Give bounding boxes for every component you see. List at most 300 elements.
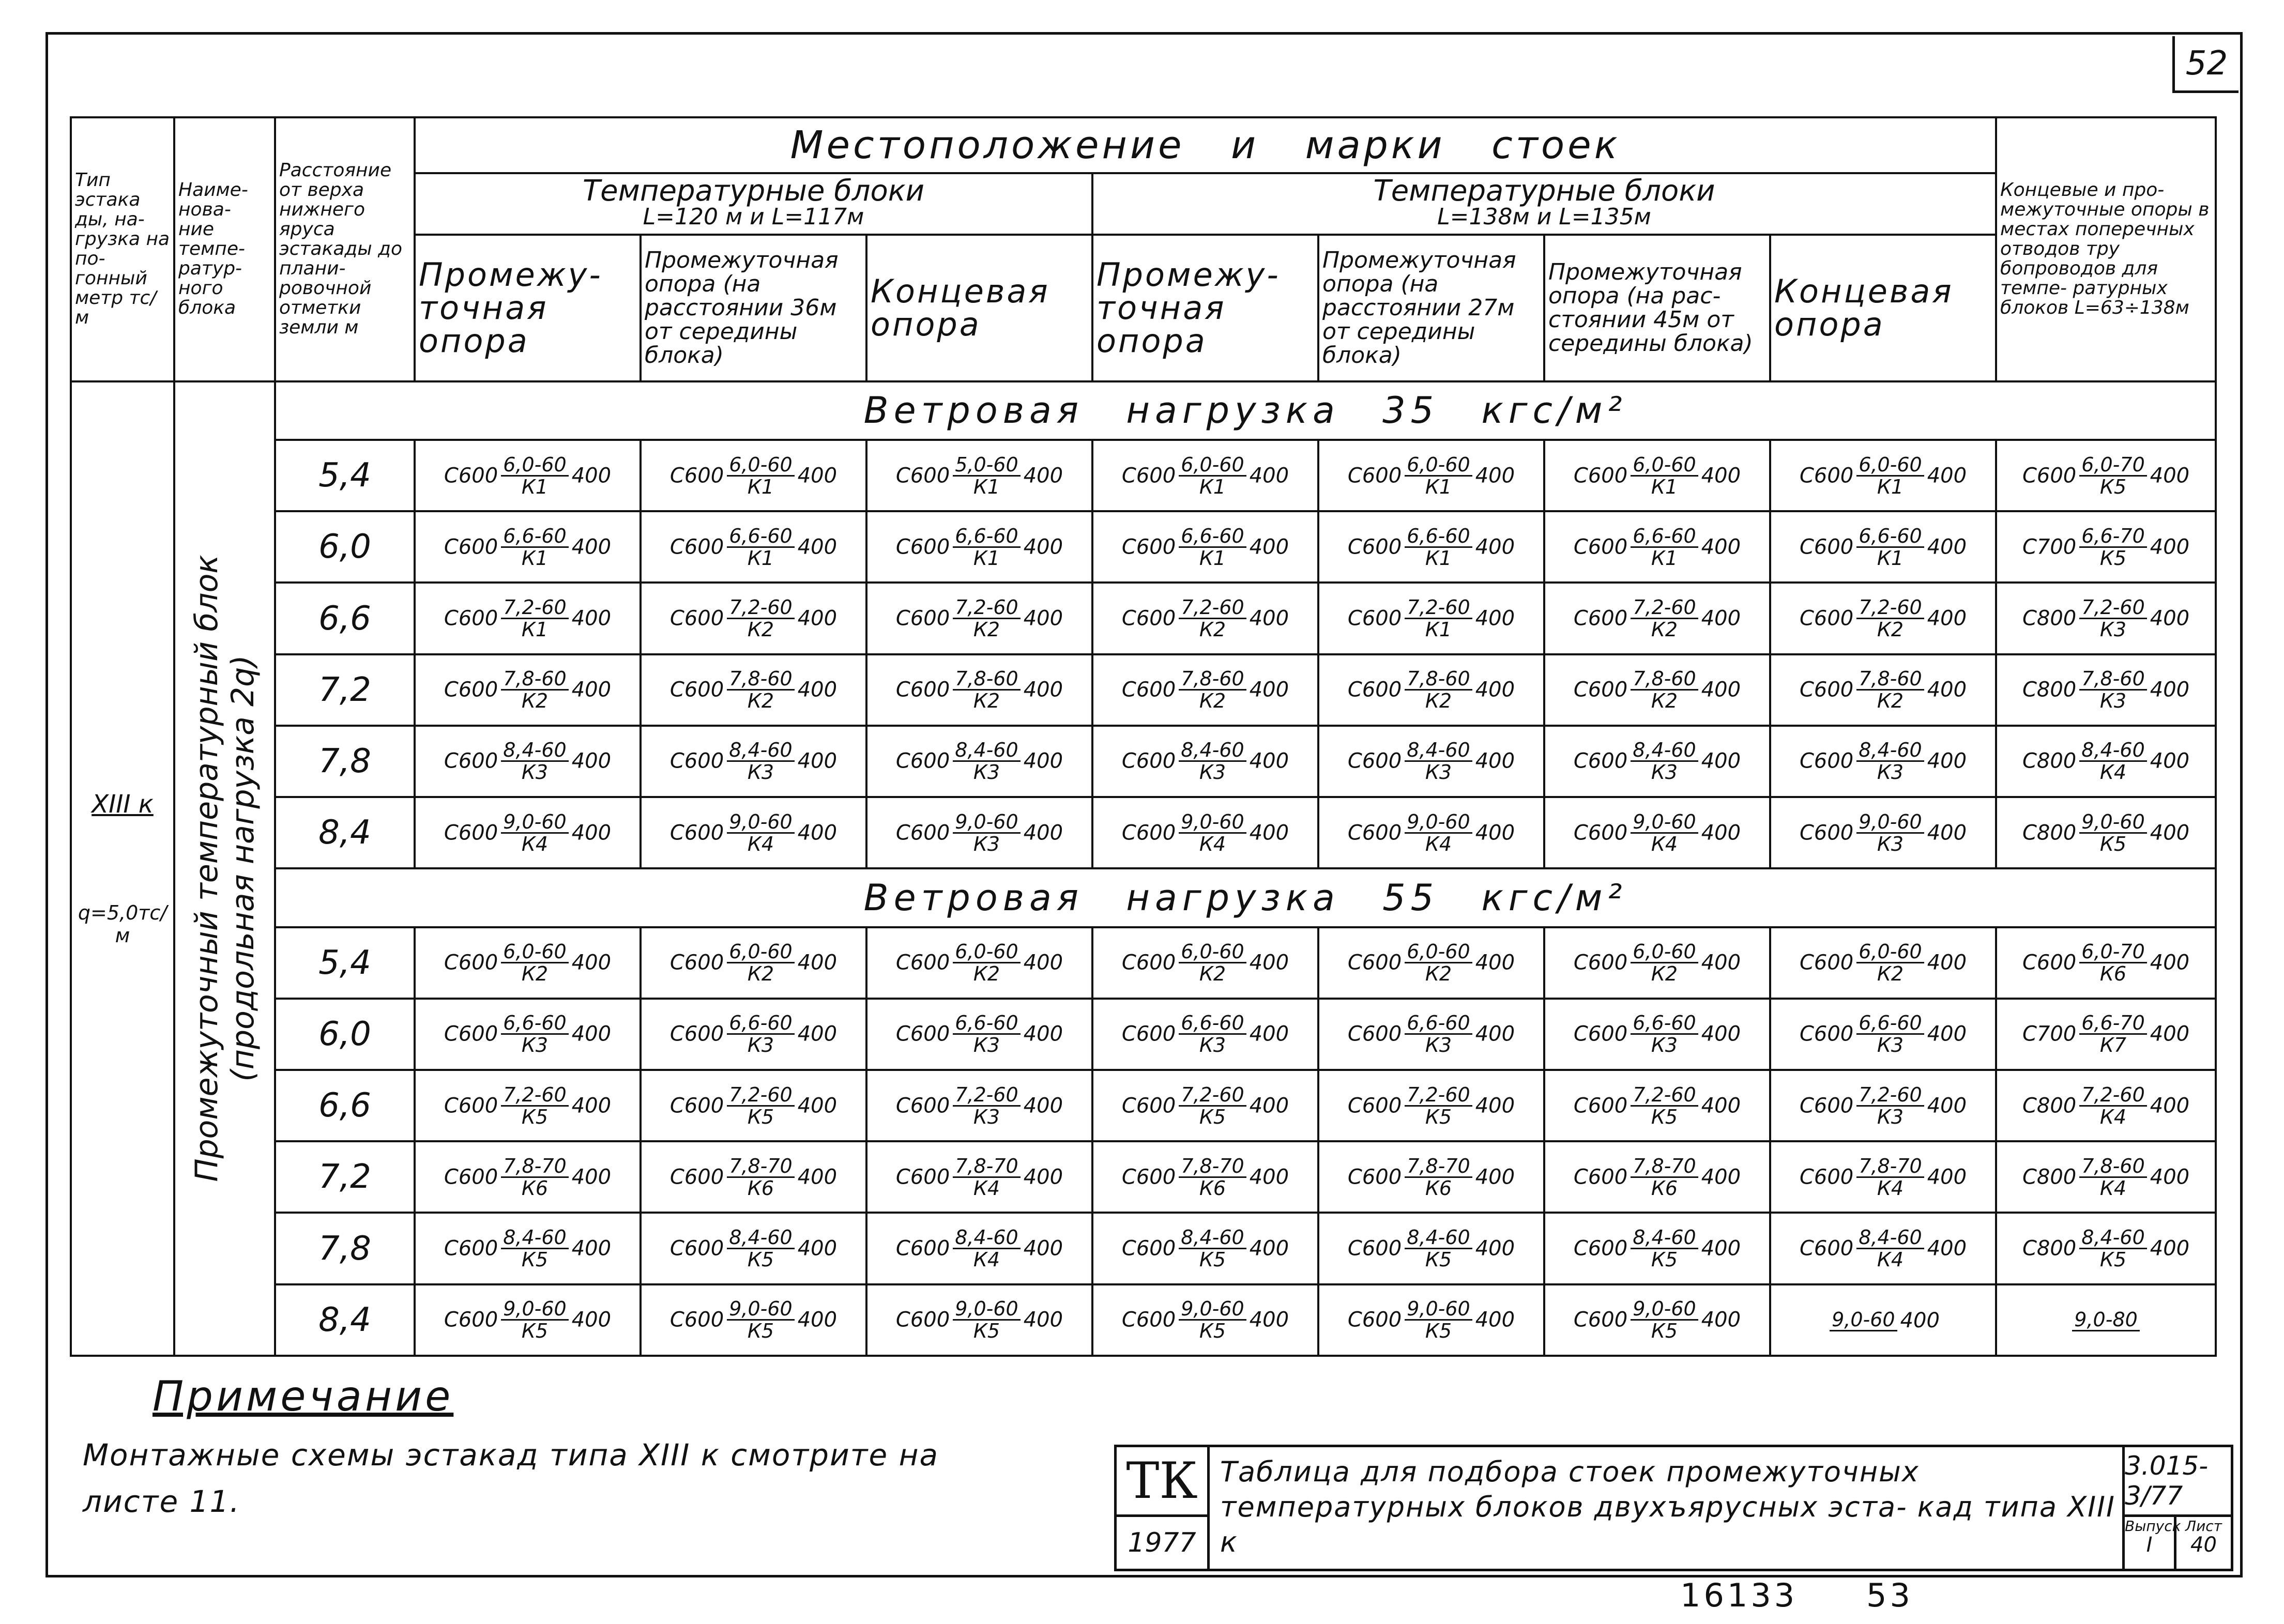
column-mark-fraction (2079, 1156, 2147, 1199)
column-prefix: С600 (895, 821, 950, 845)
column-mark-denominator: К2 (747, 690, 774, 713)
table-row (71, 583, 2216, 654)
table-row (71, 1284, 2216, 1356)
column-suffix: 400 (1023, 821, 1063, 845)
column-suffix: 400 (1475, 951, 1515, 975)
column-mark-cell (1092, 654, 1318, 726)
column-mark-denominator: К2 (1425, 962, 1452, 986)
column-mark-cell (1544, 999, 1770, 1070)
column-mark-denominator: К2 (973, 618, 1000, 641)
column-prefix: С600 (444, 535, 498, 559)
column-prefix: С600 (1347, 749, 1402, 773)
column-mark-denominator: К2 (1877, 690, 1904, 713)
column-prefix: С600 (444, 1094, 498, 1118)
issue-value: I (2146, 1533, 2153, 1557)
column-mark-fraction (1179, 1298, 1246, 1341)
column-suffix: 400 (797, 1022, 838, 1046)
column-mark-cell (415, 1284, 641, 1356)
column-mark-numerator: 6,0-70 (2079, 941, 2147, 963)
column-mark-fraction (2079, 941, 2147, 984)
column-mark-cell (1544, 927, 1770, 999)
column-mark-numerator: 7,8-70 (1405, 1156, 1472, 1178)
column-mark-numerator: 8,4-60 (1856, 1227, 1924, 1249)
column-mark-numerator: 9,0-60 (1179, 811, 1246, 834)
column-mark-numerator: 6,6-60 (501, 1013, 569, 1035)
column-prefix: С600 (1121, 951, 1176, 975)
column-mark-numerator: 7,8-60 (727, 668, 795, 691)
table-row (71, 927, 2216, 999)
header-sub-column: Концевая опора (866, 235, 1092, 381)
column-mark-numerator: 7,2-60 (727, 597, 795, 619)
column-mark-fraction (1405, 1013, 1472, 1055)
column-mark-fraction (2079, 1084, 2147, 1127)
table-row (71, 440, 2216, 511)
column-mark-fraction (1405, 740, 1472, 783)
column-mark-cell (866, 1141, 1092, 1213)
column-mark-fraction (1856, 1227, 1924, 1270)
column-mark-fraction (1631, 526, 1698, 569)
column-suffix: 400 (571, 606, 612, 631)
column-mark-cell (415, 654, 641, 726)
table-row (71, 999, 2216, 1070)
column-suffix: 400 (1475, 678, 1515, 702)
column-mark-cell (1996, 1141, 2216, 1213)
column-mark-numerator: 6,0-60 (1405, 941, 1472, 963)
column-mark-fraction (727, 526, 795, 569)
column-mark-cell (641, 1070, 866, 1141)
column-mark-numerator: 7,8-70 (1631, 1156, 1698, 1178)
column-mark-fraction (1179, 454, 1246, 497)
column-mark-cell (1318, 511, 1544, 583)
column-mark-fraction (1631, 941, 1698, 984)
column-mark-cell (1544, 511, 1770, 583)
column-mark-cell (415, 726, 641, 797)
column-mark-numerator: 7,8-60 (2079, 1156, 2147, 1178)
column-mark-numerator: 6,6-70 (2079, 526, 2147, 548)
column-mark-denominator: К1 (973, 546, 1000, 570)
column-mark-numerator: 9,0-60 (1856, 811, 1924, 834)
column-suffix: 400 (1249, 464, 1289, 488)
column-mark-cell (415, 999, 641, 1070)
column-suffix: 400 (571, 951, 612, 975)
column-suffix: 400 (1249, 1094, 1289, 1118)
column-mark-cell (641, 927, 866, 999)
column-prefix: С700 (2022, 1022, 2077, 1046)
column-mark-fraction (1856, 597, 1924, 640)
column-mark-fraction (1631, 1227, 1698, 1270)
column-mark-numerator: 8,4-60 (953, 1227, 1021, 1249)
column-mark-fraction (953, 1156, 1021, 1199)
year: 1977 (1117, 1517, 1210, 1569)
column-mark-denominator: К3 (2099, 618, 2127, 641)
column-mark-numerator: 7,8-60 (1631, 668, 1698, 691)
column-mark-cell (1544, 726, 1770, 797)
column-prefix: С600 (669, 1022, 724, 1046)
column-prefix: С600 (895, 606, 950, 631)
column-suffix: 400 (571, 678, 612, 702)
table-row (71, 511, 2216, 583)
column-mark-cell (866, 1213, 1092, 1284)
column-mark-fraction (2072, 1309, 2140, 1331)
column-suffix: 400 (1023, 1165, 1063, 1189)
column-mark-denominator: К2 (1877, 618, 1904, 641)
block-group-2-title: Температурные блоки (1373, 174, 1715, 208)
wind-load-title: Ветровая нагрузка 55 кгс/м² (275, 868, 2216, 927)
column-mark-denominator: К3 (973, 1105, 1000, 1128)
column-prefix: С600 (1573, 606, 1628, 631)
column-prefix: С600 (1121, 1022, 1176, 1046)
column-prefix: С600 (669, 678, 724, 702)
column-prefix: С600 (1347, 1094, 1402, 1118)
height-value: 6,0 (275, 511, 415, 583)
column-mark-cell (641, 999, 866, 1070)
column-mark-denominator: К2 (747, 962, 774, 986)
column-mark-cell (1996, 511, 2216, 583)
column-mark-fraction (1856, 526, 1924, 569)
column-prefix: С600 (444, 749, 498, 773)
column-mark-cell (1092, 511, 1318, 583)
column-mark-numerator: 8,4-60 (1405, 740, 1472, 762)
column-mark-numerator: 6,0-60 (1631, 454, 1698, 477)
column-suffix: 400 (1249, 749, 1289, 773)
column-prefix: С600 (669, 606, 724, 631)
column-mark-numerator: 8,4-60 (1405, 1227, 1472, 1249)
column-suffix: 400 (2150, 951, 2190, 975)
column-suffix: 400 (1927, 678, 1967, 702)
column-mark-denominator: К6 (1425, 1176, 1452, 1200)
table-row (71, 654, 2216, 726)
column-mark-numerator: 7,8-70 (727, 1156, 795, 1178)
column-mark-denominator: К4 (973, 1176, 1000, 1200)
column-mark-denominator: К4 (1877, 1176, 1904, 1200)
column-mark-denominator: К1 (1199, 546, 1226, 570)
block-group-1-title: Температурные блоки (582, 174, 925, 208)
column-mark-cell (1318, 1213, 1544, 1284)
column-mark-denominator: К2 (1199, 962, 1226, 986)
column-suffix: 400 (571, 464, 612, 488)
column-mark-cell (1996, 1213, 2216, 1284)
column-mark-fraction (1179, 1013, 1246, 1055)
column-mark-denominator: К1 (747, 475, 774, 498)
column-mark-denominator: К3 (973, 761, 1000, 784)
column-prefix: С600 (1347, 1236, 1402, 1261)
column-prefix: С600 (1799, 1022, 1854, 1046)
column-mark-numerator: 7,2-60 (1405, 597, 1472, 619)
column-suffix: 400 (1927, 749, 1967, 773)
column-mark-numerator: 6,6-60 (1179, 1013, 1246, 1035)
column-mark-cell (641, 583, 866, 654)
column-mark-fraction (501, 1156, 569, 1199)
column-prefix: С600 (895, 464, 950, 488)
column-prefix: С600 (895, 1236, 950, 1261)
column-mark-fraction (953, 526, 1021, 569)
column-mark-cell (1996, 726, 2216, 797)
column-mark-fraction (501, 941, 569, 984)
column-mark-cell (1770, 1213, 1996, 1284)
column-suffix: 400 (1475, 1308, 1515, 1332)
column-mark-cell (641, 1284, 866, 1356)
height-value: 7,8 (275, 1213, 415, 1284)
column-mark-numerator: 6,0-70 (2079, 454, 2147, 477)
column-mark-numerator: 7,8-70 (501, 1156, 569, 1178)
column-suffix: 400 (571, 1165, 612, 1189)
column-mark-denominator: К5 (521, 1248, 549, 1271)
column-mark-fraction (1179, 1227, 1246, 1270)
column-mark-fraction (727, 1156, 795, 1199)
column-mark-fraction (1405, 668, 1472, 711)
column-suffix: 400 (1701, 678, 1741, 702)
header-block-group-2 (1092, 173, 1996, 235)
column-suffix: 400 (1023, 1308, 1063, 1332)
column-mark-cell (866, 511, 1092, 583)
column-suffix: 400 (1249, 821, 1289, 845)
column-mark-denominator: К5 (1425, 1248, 1452, 1271)
column-prefix: С800 (2022, 1094, 2077, 1118)
column-prefix: С600 (1573, 1236, 1628, 1261)
column-prefix: С600 (444, 821, 498, 845)
column-suffix: 400 (1249, 1022, 1289, 1046)
main-table (70, 116, 2217, 1357)
column-mark-fraction (1405, 526, 1472, 569)
column-mark-denominator: К5 (521, 1105, 549, 1128)
column-mark-fraction (953, 668, 1021, 711)
column-mark-denominator: К5 (747, 1105, 774, 1128)
column-mark-denominator: К5 (1199, 1105, 1226, 1128)
block-name-line2: (продольная нагрузка 2q) (224, 655, 261, 1082)
column-mark-denominator: К6 (747, 1176, 774, 1200)
column-mark-numerator: 9,0-60 (1631, 811, 1698, 834)
column-mark-cell (1318, 999, 1544, 1070)
column-mark-numerator: 8,4-60 (1631, 740, 1698, 762)
column-mark-cell (1544, 797, 1770, 868)
column-suffix: 400 (1023, 464, 1063, 488)
column-prefix: С600 (1573, 464, 1628, 488)
column-prefix: С800 (2022, 1165, 2077, 1189)
column-mark-denominator: К5 (1651, 1105, 1678, 1128)
column-mark-numerator: 8,4-60 (727, 740, 795, 762)
column-prefix: С600 (1799, 606, 1854, 631)
column-mark-denominator: К4 (2099, 761, 2127, 784)
column-suffix: 400 (1249, 678, 1289, 702)
column-suffix: 400 (2150, 1236, 2190, 1261)
column-mark-fraction (1856, 811, 1924, 854)
column-mark-numerator: 9,0-60 (1405, 811, 1472, 834)
estacade-type-cell (71, 381, 174, 1356)
column-suffix: 400 (2150, 678, 2190, 702)
column-suffix: 400 (571, 1094, 612, 1118)
column-mark-denominator: К5 (747, 1320, 774, 1343)
column-suffix: 400 (571, 821, 612, 845)
column-prefix: С600 (1799, 821, 1854, 845)
column-mark-numerator: 9,0-60 (501, 811, 569, 834)
column-prefix: С600 (1347, 821, 1402, 845)
column-suffix: 400 (2150, 464, 2190, 488)
column-mark-numerator: 7,2-60 (1856, 1084, 1924, 1107)
column-mark-fraction (1179, 941, 1246, 984)
column-prefix: С600 (1347, 1308, 1402, 1332)
column-mark-cell (1318, 1284, 1544, 1356)
column-suffix: 400 (1023, 1094, 1063, 1118)
column-suffix: 400 (1475, 1165, 1515, 1189)
column-mark-cell (1996, 583, 2216, 654)
column-mark-numerator: 7,2-60 (1631, 1084, 1698, 1107)
column-mark-denominator: К4 (1199, 832, 1226, 855)
column-suffix: 400 (1701, 951, 1741, 975)
column-mark-denominator: К2 (1425, 690, 1452, 713)
column-mark-numerator: 7,2-60 (953, 597, 1021, 619)
column-suffix: 400 (1701, 1165, 1741, 1189)
column-mark-numerator: 7,8-60 (953, 668, 1021, 691)
column-mark-denominator: К5 (2099, 546, 2127, 570)
height-value: 7,8 (275, 726, 415, 797)
column-mark-fraction (2079, 1227, 2147, 1270)
column-mark-fraction (953, 1084, 1021, 1127)
column-mark-fraction (953, 1298, 1021, 1341)
column-mark-numerator: 6,0-60 (501, 454, 569, 477)
column-mark-numerator: 7,8-70 (1856, 1156, 1924, 1178)
column-prefix: С600 (1573, 1165, 1628, 1189)
column-mark-fraction (727, 941, 795, 984)
note-text: Монтажные схемы эстакад типа XIII к смотрите на листе 11. (83, 1437, 939, 1519)
column-mark-numerator: 7,2-60 (727, 1084, 795, 1107)
column-suffix: 400 (797, 535, 838, 559)
column-prefix: С600 (669, 1236, 724, 1261)
column-mark-fraction (501, 668, 569, 711)
column-mark-cell (1092, 927, 1318, 999)
column-prefix: С600 (1347, 951, 1402, 975)
column-suffix: 400 (2150, 821, 2190, 845)
column-mark-denominator: К5 (1425, 1105, 1452, 1128)
column-mark-numerator: 9,0-60 (727, 811, 795, 834)
column-mark-numerator: 9,0-60 (727, 1298, 795, 1321)
column-mark-cell (866, 1070, 1092, 1141)
column-mark-numerator: 9,0-60 (1631, 1298, 1698, 1321)
column-prefix: С600 (444, 606, 498, 631)
table-row (71, 1213, 2216, 1284)
column-suffix: 400 (571, 1236, 612, 1261)
column-mark-cell (1770, 927, 1996, 999)
column-mark-numerator: 6,6-60 (1631, 526, 1698, 548)
column-prefix: С600 (1573, 1022, 1628, 1046)
column-mark-cell (1544, 583, 1770, 654)
column-mark-denominator: К5 (747, 1248, 774, 1271)
column-mark-numerator: 6,0-60 (1405, 454, 1472, 477)
column-mark-fraction (953, 454, 1021, 497)
column-suffix: 400 (2150, 1165, 2190, 1189)
column-suffix: 400 (1701, 464, 1741, 488)
header-distance: Расстояние от верха нижнего яруса эстакады до плани- ровочной отметки земли м (275, 117, 415, 381)
column-suffix: 400 (1475, 606, 1515, 631)
column-mark-denominator: К3 (973, 832, 1000, 855)
column-mark-cell (415, 1070, 641, 1141)
column-mark-fraction (2079, 454, 2147, 497)
column-mark-denominator: К3 (747, 761, 774, 784)
column-mark-denominator: К1 (1651, 475, 1678, 498)
column-prefix: С600 (1347, 1022, 1402, 1046)
column-mark-fraction (1631, 597, 1698, 640)
column-mark-fraction (953, 1227, 1021, 1270)
column-mark-cell (1544, 654, 1770, 726)
column-prefix: С600 (1347, 535, 1402, 559)
column-prefix: С600 (1799, 464, 1854, 488)
column-mark-cell (1996, 1070, 2216, 1141)
column-prefix: С600 (1573, 951, 1628, 975)
column-mark-numerator: 8,4-60 (1179, 740, 1246, 762)
column-mark-numerator: 7,8-60 (1856, 668, 1924, 691)
column-mark-fraction (501, 1227, 569, 1270)
column-suffix: 400 (797, 951, 838, 975)
column-mark-cell (1318, 654, 1544, 726)
column-prefix: С800 (2022, 678, 2077, 702)
column-mark-denominator: К2 (1651, 690, 1678, 713)
column-mark-denominator: К3 (973, 1034, 1000, 1057)
column-prefix: С600 (1799, 1236, 1854, 1261)
column-mark-numerator: 7,8-70 (1179, 1156, 1246, 1178)
sheet-number: 52 (2172, 36, 2239, 93)
column-prefix: С600 (669, 1308, 724, 1332)
column-prefix: С600 (444, 1308, 498, 1332)
column-mark-numerator: 6,6-60 (501, 526, 569, 548)
column-suffix: 400 (2150, 749, 2190, 773)
column-prefix: С600 (1121, 1094, 1176, 1118)
column-mark-cell (1092, 797, 1318, 868)
column-prefix: С600 (895, 1165, 950, 1189)
column-mark-fraction (1405, 454, 1472, 497)
column-mark-fraction (1405, 1227, 1472, 1270)
column-mark-denominator: К2 (1199, 618, 1226, 641)
column-mark-numerator: 7,8-60 (1179, 668, 1246, 691)
column-mark-numerator: 8,4-60 (1856, 740, 1924, 762)
column-mark-fraction (1856, 1084, 1924, 1127)
column-mark-denominator: К5 (2099, 832, 2127, 855)
column-mark-cell (1544, 1141, 1770, 1213)
column-mark-cell (415, 797, 641, 868)
column-prefix: С600 (1573, 535, 1628, 559)
column-mark-fraction (1631, 1013, 1698, 1055)
column-mark-fraction (727, 740, 795, 783)
column-suffix: 400 (1927, 535, 1967, 559)
column-mark-cell (1318, 1141, 1544, 1213)
column-mark-denominator: К4 (2099, 1176, 2127, 1200)
column-suffix: 400 (797, 464, 838, 488)
column-mark-numerator: 9,0-60 (953, 811, 1021, 834)
column-mark-fraction (1856, 941, 1924, 984)
column-mark-numerator: 6,0-60 (501, 941, 569, 963)
block-group-1-sub: L=120 м и L=117м (643, 203, 864, 230)
column-mark-numerator: 6,6-60 (727, 526, 795, 548)
column-mark-cell (866, 654, 1092, 726)
table-row (71, 726, 2216, 797)
column-mark-cell (1544, 1213, 1770, 1284)
column-mark-fraction (727, 1298, 795, 1341)
column-suffix: 400 (1023, 749, 1063, 773)
column-mark-cell (415, 440, 641, 511)
column-mark-denominator: К3 (1877, 832, 1904, 855)
column-mark-numerator: 6,0-60 (953, 941, 1021, 963)
column-suffix: 400 (571, 535, 612, 559)
column-suffix: 400 (1927, 1094, 1967, 1118)
column-suffix: 400 (571, 749, 612, 773)
column-mark-denominator: К6 (1199, 1176, 1226, 1200)
column-suffix: 400 (2150, 535, 2190, 559)
column-mark-cell (1544, 1284, 1770, 1356)
column-mark-numerator: 7,8-60 (501, 668, 569, 691)
column-mark-cell (866, 797, 1092, 868)
column-suffix: 400 (1475, 749, 1515, 773)
column-suffix: 400 (2150, 1022, 2190, 1046)
column-mark-numerator: 6,6-60 (1856, 1013, 1924, 1035)
column-suffix: 400 (1701, 1022, 1741, 1046)
